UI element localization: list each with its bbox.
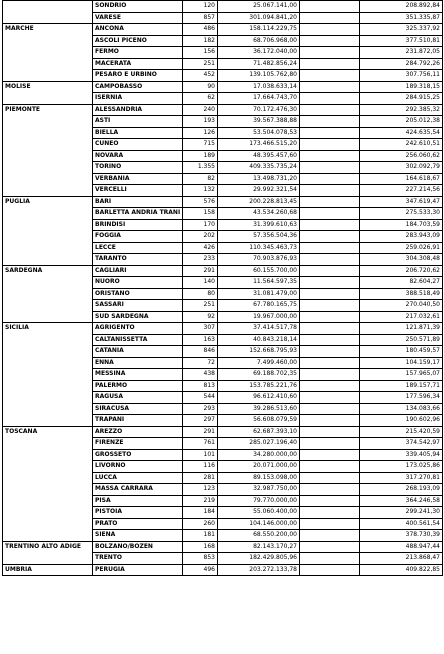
average-cell: 325.337,92 — [360, 24, 443, 36]
empty-cell — [300, 35, 360, 47]
average-cell: 347.619,47 — [360, 196, 443, 208]
province-cell: CAGLIARI — [93, 265, 183, 277]
average-cell: 215.420,59 — [360, 426, 443, 438]
region-cell: PUGLIA — [3, 196, 93, 265]
province-cell: ANCONA — [93, 24, 183, 36]
province-cell: BIELLA — [93, 127, 183, 139]
province-cell: PISA — [93, 495, 183, 507]
count-cell: 156 — [183, 47, 218, 59]
total-cell: 200.228.813,45 — [218, 196, 300, 208]
total-cell: 7.499.460,00 — [218, 357, 300, 369]
total-cell: 31.081.479,00 — [218, 288, 300, 300]
count-cell: 846 — [183, 346, 218, 358]
total-cell: 37.414.517,78 — [218, 323, 300, 335]
province-cell: BARLETTA ANDRIA TRANI — [93, 208, 183, 220]
empty-cell — [300, 93, 360, 105]
average-cell: 304.308,48 — [360, 254, 443, 266]
province-cell: SIENA — [93, 530, 183, 542]
empty-cell — [300, 564, 360, 576]
count-cell: 251 — [183, 58, 218, 70]
province-cell: FERMO — [93, 47, 183, 59]
count-cell: 291 — [183, 426, 218, 438]
total-cell: 53.504.078,53 — [218, 127, 300, 139]
empty-cell — [300, 219, 360, 231]
count-cell: 182 — [183, 35, 218, 47]
empty-cell — [300, 242, 360, 254]
total-cell: 71.482.856,24 — [218, 58, 300, 70]
province-cell: SUD SARDEGNA — [93, 311, 183, 323]
count-cell: 452 — [183, 70, 218, 82]
table-row — [3, 323, 443, 335]
province-cell: SIRACUSA — [93, 403, 183, 415]
empty-cell — [300, 380, 360, 392]
average-cell: 121.871,39 — [360, 323, 443, 335]
province-cell: VERBANIA — [93, 173, 183, 185]
province-cell: AREZZO — [93, 426, 183, 438]
average-cell: 173.025,86 — [360, 461, 443, 473]
empty-cell — [300, 311, 360, 323]
average-cell: 275.533,30 — [360, 208, 443, 220]
province-cell: TARANTO — [93, 254, 183, 266]
total-cell: 34.280.000,00 — [218, 449, 300, 461]
province-cell: FOGGIA — [93, 231, 183, 243]
empty-cell — [300, 150, 360, 162]
average-cell: 242.610,51 — [360, 139, 443, 151]
table-row — [3, 104, 443, 116]
empty-cell — [300, 392, 360, 404]
total-cell: 48.395.457,60 — [218, 150, 300, 162]
total-cell: 19.967.000,00 — [218, 311, 300, 323]
count-cell: 307 — [183, 323, 218, 335]
total-cell: 89.153.098,00 — [218, 472, 300, 484]
total-cell: 158.114.229,75 — [218, 24, 300, 36]
table-row — [3, 1, 443, 13]
province-cell: LIVORNO — [93, 461, 183, 473]
count-cell: 116 — [183, 461, 218, 473]
province-cell: ORISTANO — [93, 288, 183, 300]
empty-cell — [300, 472, 360, 484]
average-cell: 351.335,87 — [360, 12, 443, 24]
average-cell: 339.405,94 — [360, 449, 443, 461]
total-cell: 43.534.260,68 — [218, 208, 300, 220]
province-cell: RAGUSA — [93, 392, 183, 404]
average-cell: 283.943,09 — [360, 231, 443, 243]
empty-cell — [300, 323, 360, 335]
count-cell: 92 — [183, 311, 218, 323]
total-cell: 68.550.200,00 — [218, 530, 300, 542]
empty-cell — [300, 70, 360, 82]
average-cell: 82.604,27 — [360, 277, 443, 289]
province-cell: CAMPOBASSO — [93, 81, 183, 93]
province-cell: TORINO — [93, 162, 183, 174]
average-cell: 250.571,89 — [360, 334, 443, 346]
empty-cell — [300, 208, 360, 220]
empty-cell — [300, 495, 360, 507]
count-cell: 438 — [183, 369, 218, 381]
empty-cell — [300, 438, 360, 450]
province-cell: MASSA CARRARA — [93, 484, 183, 496]
total-cell: 17.664.743,70 — [218, 93, 300, 105]
total-cell: 69.188.702,35 — [218, 369, 300, 381]
count-cell: 857 — [183, 12, 218, 24]
average-cell: 190.602,96 — [360, 415, 443, 427]
count-cell: 158 — [183, 208, 218, 220]
empty-cell — [300, 507, 360, 519]
empty-cell — [300, 288, 360, 300]
region-cell: TOSCANA — [3, 426, 93, 541]
count-cell: 132 — [183, 185, 218, 197]
average-cell: 208.892,84 — [360, 1, 443, 13]
total-cell: 203.272.133,78 — [218, 564, 300, 576]
count-cell: 426 — [183, 242, 218, 254]
empty-cell — [300, 196, 360, 208]
total-cell: 31.399.610,63 — [218, 219, 300, 231]
empty-cell — [300, 254, 360, 266]
province-cell: ASCOLI PICENO — [93, 35, 183, 47]
average-cell: 284.792,26 — [360, 58, 443, 70]
count-cell: 181 — [183, 530, 218, 542]
average-cell: 164.618,67 — [360, 173, 443, 185]
empty-cell — [300, 104, 360, 116]
average-cell: 206.720,62 — [360, 265, 443, 277]
total-cell: 13.498.731,20 — [218, 173, 300, 185]
average-cell: 292.385,32 — [360, 104, 443, 116]
count-cell: 576 — [183, 196, 218, 208]
count-cell: 80 — [183, 288, 218, 300]
data-sheet — [2, 0, 442, 576]
average-cell: 400.561,54 — [360, 518, 443, 530]
table-row — [3, 196, 443, 208]
count-cell: 761 — [183, 438, 218, 450]
table-row — [3, 564, 443, 576]
total-cell: 39.286.513,60 — [218, 403, 300, 415]
total-cell: 173.466.515,20 — [218, 139, 300, 151]
count-cell: 496 — [183, 564, 218, 576]
province-cell: CALTANISSETTA — [93, 334, 183, 346]
province-cell: ISERNIA — [93, 93, 183, 105]
count-cell: 260 — [183, 518, 218, 530]
average-cell: 268.193,09 — [360, 484, 443, 496]
total-cell: 110.345.463,73 — [218, 242, 300, 254]
table-row — [3, 265, 443, 277]
empty-cell — [300, 449, 360, 461]
total-cell: 40.843.218,14 — [218, 334, 300, 346]
total-cell: 36.172.040,00 — [218, 47, 300, 59]
count-cell: 853 — [183, 553, 218, 565]
province-cell: LECCE — [93, 242, 183, 254]
average-cell: 377.510,81 — [360, 35, 443, 47]
total-cell: 55.060.400,00 — [218, 507, 300, 519]
average-cell: 284.915,25 — [360, 93, 443, 105]
empty-cell — [300, 24, 360, 36]
count-cell: 251 — [183, 300, 218, 312]
average-cell: 302.092,79 — [360, 162, 443, 174]
average-cell: 157.965,07 — [360, 369, 443, 381]
province-cell: NUORO — [93, 277, 183, 289]
province-cell: PESARO E URBINO — [93, 70, 183, 82]
province-cell: ALESSANDRIA — [93, 104, 183, 116]
count-cell: 72 — [183, 357, 218, 369]
empty-cell — [300, 334, 360, 346]
province-cell: BRINDISI — [93, 219, 183, 231]
average-cell: 134.083,66 — [360, 403, 443, 415]
table-row — [3, 541, 443, 553]
total-cell: 182.429.805,96 — [218, 553, 300, 565]
empty-cell — [300, 553, 360, 565]
region-cell: SICILIA — [3, 323, 93, 427]
average-cell: 307.756,11 — [360, 70, 443, 82]
province-cell: LUCCA — [93, 472, 183, 484]
empty-cell — [300, 300, 360, 312]
province-cell: BARI — [93, 196, 183, 208]
empty-cell — [300, 47, 360, 59]
empty-cell — [300, 518, 360, 530]
region-cell: UMBRIA — [3, 564, 93, 576]
total-cell: 17.038.633,14 — [218, 81, 300, 93]
province-cell: BOLZANO/BOZEN — [93, 541, 183, 553]
province-cell: PALERMO — [93, 380, 183, 392]
average-cell: 256.060,62 — [360, 150, 443, 162]
average-cell: 189.318,15 — [360, 81, 443, 93]
average-cell: 231.872,05 — [360, 47, 443, 59]
average-cell: 217.032,61 — [360, 311, 443, 323]
province-cell: PERUGIA — [93, 564, 183, 576]
average-cell: 184.703,59 — [360, 219, 443, 231]
count-cell: 486 — [183, 24, 218, 36]
count-cell: 813 — [183, 380, 218, 392]
region-cell: SARDEGNA — [3, 265, 93, 323]
average-cell: 104.159,17 — [360, 357, 443, 369]
average-cell: 378.730,39 — [360, 530, 443, 542]
province-cell: FIRENZE — [93, 438, 183, 450]
count-cell: 715 — [183, 139, 218, 151]
average-cell: 299.241,30 — [360, 507, 443, 519]
province-cell: TRAPANI — [93, 415, 183, 427]
count-cell: 240 — [183, 104, 218, 116]
count-cell: 90 — [183, 81, 218, 93]
empty-cell — [300, 139, 360, 151]
average-cell: 177.596,34 — [360, 392, 443, 404]
total-cell: 139.105.762,80 — [218, 70, 300, 82]
empty-cell — [300, 127, 360, 139]
empty-cell — [300, 116, 360, 128]
region-cell — [3, 1, 93, 24]
empty-cell — [300, 162, 360, 174]
region-cell: MOLISE — [3, 81, 93, 104]
count-cell: 219 — [183, 495, 218, 507]
empty-cell — [300, 173, 360, 185]
count-cell: 82 — [183, 173, 218, 185]
empty-cell — [300, 530, 360, 542]
count-cell: 168 — [183, 541, 218, 553]
province-cell: ENNA — [93, 357, 183, 369]
empty-cell — [300, 541, 360, 553]
total-cell: 68.706.968,00 — [218, 35, 300, 47]
table-row — [3, 24, 443, 36]
province-table — [2, 0, 443, 576]
total-cell: 79.770.000,00 — [218, 495, 300, 507]
total-cell: 82.143.170,27 — [218, 541, 300, 553]
province-cell: CATANIA — [93, 346, 183, 358]
province-cell: CUNEO — [93, 139, 183, 151]
table-row — [3, 81, 443, 93]
region-cell: MARCHE — [3, 24, 93, 82]
empty-cell — [300, 346, 360, 358]
empty-cell — [300, 12, 360, 24]
province-cell: SASSARI — [93, 300, 183, 312]
average-cell: 205.012,38 — [360, 116, 443, 128]
average-cell: 180.459,57 — [360, 346, 443, 358]
count-cell: 297 — [183, 415, 218, 427]
count-cell: 189 — [183, 150, 218, 162]
province-cell: ASTI — [93, 116, 183, 128]
region-cell: PIEMONTE — [3, 104, 93, 196]
total-cell: 60.155.700,00 — [218, 265, 300, 277]
count-cell: 163 — [183, 334, 218, 346]
count-cell: 193 — [183, 116, 218, 128]
total-cell: 32.987.750,00 — [218, 484, 300, 496]
count-cell: 293 — [183, 403, 218, 415]
empty-cell — [300, 265, 360, 277]
total-cell: 152.668.795,93 — [218, 346, 300, 358]
count-cell: 291 — [183, 265, 218, 277]
province-cell: MESSINA — [93, 369, 183, 381]
average-cell: 213.868,47 — [360, 553, 443, 565]
empty-cell — [300, 81, 360, 93]
count-cell: 140 — [183, 277, 218, 289]
province-cell: TRENTO — [93, 553, 183, 565]
count-cell: 126 — [183, 127, 218, 139]
empty-cell — [300, 415, 360, 427]
empty-cell — [300, 277, 360, 289]
empty-cell — [300, 231, 360, 243]
average-cell: 374.542,97 — [360, 438, 443, 450]
average-cell: 424.635,54 — [360, 127, 443, 139]
table-row — [3, 426, 443, 438]
empty-cell — [300, 484, 360, 496]
average-cell: 270.040,50 — [360, 300, 443, 312]
average-cell: 364.246,58 — [360, 495, 443, 507]
total-cell: 20.071.000,00 — [218, 461, 300, 473]
total-cell: 96.612.410,60 — [218, 392, 300, 404]
province-cell: VERCELLI — [93, 185, 183, 197]
total-cell: 62.687.393,10 — [218, 426, 300, 438]
average-cell: 317.270,81 — [360, 472, 443, 484]
total-cell: 70.903.876,93 — [218, 254, 300, 266]
province-cell: PRATO — [93, 518, 183, 530]
average-cell: 259.026,91 — [360, 242, 443, 254]
table-body — [3, 1, 443, 576]
count-cell: 120 — [183, 1, 218, 13]
empty-cell — [300, 357, 360, 369]
total-cell: 70.172.476,30 — [218, 104, 300, 116]
total-cell: 25.067.141,00 — [218, 1, 300, 13]
count-cell: 202 — [183, 231, 218, 243]
count-cell: 544 — [183, 392, 218, 404]
province-cell: NOVARA — [93, 150, 183, 162]
total-cell: 104.146.000,00 — [218, 518, 300, 530]
total-cell: 153.785.221,76 — [218, 380, 300, 392]
average-cell: 388.518,49 — [360, 288, 443, 300]
empty-cell — [300, 1, 360, 13]
average-cell: 227.214,56 — [360, 185, 443, 197]
count-cell: 62 — [183, 93, 218, 105]
total-cell: 57.356.504,36 — [218, 231, 300, 243]
empty-cell — [300, 185, 360, 197]
empty-cell — [300, 369, 360, 381]
region-cell: TRENTINO ALTO ADIGE — [3, 541, 93, 564]
province-cell: MACERATA — [93, 58, 183, 70]
empty-cell — [300, 58, 360, 70]
province-cell: VARESE — [93, 12, 183, 24]
count-cell: 170 — [183, 219, 218, 231]
total-cell: 56.608.079,59 — [218, 415, 300, 427]
total-cell: 67.780.165,75 — [218, 300, 300, 312]
province-cell: SONDRIO — [93, 1, 183, 13]
count-cell: 1.355 — [183, 162, 218, 174]
count-cell: 233 — [183, 254, 218, 266]
average-cell: 189.157,71 — [360, 380, 443, 392]
total-cell: 409.335.735,24 — [218, 162, 300, 174]
count-cell: 184 — [183, 507, 218, 519]
total-cell: 285.027.196,40 — [218, 438, 300, 450]
count-cell: 101 — [183, 449, 218, 461]
empty-cell — [300, 426, 360, 438]
total-cell: 301.094.841,20 — [218, 12, 300, 24]
average-cell: 409.822,85 — [360, 564, 443, 576]
count-cell: 281 — [183, 472, 218, 484]
empty-cell — [300, 461, 360, 473]
total-cell: 11.564.597,35 — [218, 277, 300, 289]
total-cell: 39.567.388,88 — [218, 116, 300, 128]
total-cell: 29.992.321,54 — [218, 185, 300, 197]
count-cell: 123 — [183, 484, 218, 496]
empty-cell — [300, 403, 360, 415]
province-cell: PISTOIA — [93, 507, 183, 519]
average-cell: 488.947,44 — [360, 541, 443, 553]
province-cell: AGRIGENTO — [93, 323, 183, 335]
province-cell: GROSSETO — [93, 449, 183, 461]
